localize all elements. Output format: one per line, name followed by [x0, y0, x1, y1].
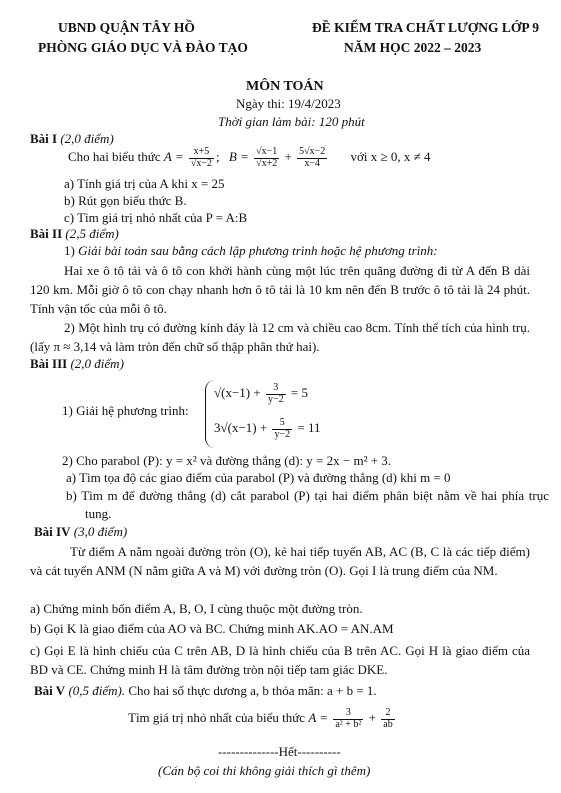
section-2-problem-text: Hai xe ô tô tải và ô tô con khởi hành cùng một lúc trên quãng đường đi từ A đến B dài 120 km. Mỗi giờ ô tô con chạy nhanh hơn ô tô tải là 10 km nên đến B trước ô tô tải là 24 phút. Tính vận tốc của mỗi ô tô. — [30, 263, 530, 316]
section-5-expression: Tìm giá trị nhỏ nhất của biểu thức A = $\frac{3}{\text{a² + b²}}$ + $\frac{2}{ab}$ — [128, 707, 393, 730]
office-name: PHÒNG GIÁO DỤC VÀ ĐÀO TẠO — [38, 40, 248, 55]
proctor-note: (Cán bộ coi thi không giải thích gì thêm) — [158, 763, 371, 778]
exam-duration: Thời gian làm bài: 120 phút — [218, 114, 365, 129]
equation-1: √(x−1) + $\frac{3}{y-2}$ = 5 — [214, 382, 308, 405]
section-2-heading: Bài II (2,5 điểm) — [30, 226, 119, 241]
department-name: UBND QUẬN TÂY HỒ — [58, 20, 195, 35]
section-4-heading: Bài IV (3,0 điểm) — [34, 524, 128, 539]
section-3-part-b: b) Tìm m để đường thẳng (d) cắt parabol (P) tại hai điểm phân biệt nằm về hai phía trục tung. — [66, 488, 549, 521]
section-3-task-2: 2) Cho parabol (P): y = x² và đường thẳng (d): y = 2x − m² + 3. — [62, 453, 392, 468]
exam-date: Ngày thi: 19/4/2023 — [236, 96, 341, 111]
subject-title: MÔN TOÁN — [246, 79, 324, 94]
section-4-part-c: c) Gọi E là hình chiếu của C trên AB, D là hình chiếu của B trên AC. Gọi H là giao điểm của BD và CE. Chứng minh H là tâm đường tròn nội tiếp tam giác DKE. — [30, 643, 530, 677]
section-2-task-2: 2) Một hình trụ có đường kính đáy là 12 cm và chiều cao 8cm. Tính thể tích của hình trụ. (lấy π ≈ 3,14 và làm tròn đến chữ số thập phân thứ hai). — [30, 320, 530, 354]
section-1-heading: Bài I (2,0 điểm) — [30, 131, 114, 146]
section-1-part-c: c) Tìm giá trị nhỏ nhất của P = A:B — [64, 210, 248, 225]
school-year: NĂM HỌC 2022 – 2023 — [344, 40, 482, 55]
section-2-task-1: 1) Giải bài toán sau bằng cách lập phương trình hoặc hệ phương trình: — [64, 243, 438, 258]
section-3-heading: Bài III (2,0 điểm) — [30, 356, 124, 371]
section-4-part-a: a) Chứng minh bốn điểm A, B, O, I cùng thuộc một đường tròn. — [30, 601, 363, 616]
equation-2: 3√(x−1) + $\frac{5}{y-2}$ = 11 — [214, 417, 321, 440]
section-1-expressions: Cho hai biểu thức A = $\frac{x+5}{√x-2}$ ; B = $\frac{√x-1}{√x+2}$ + $\frac{5√x-2}{x-4}$ với x ≥ 0, x ≠ 4 — [68, 146, 431, 169]
section-1-part-a: a) Tính giá trị của A khi x = 25 — [64, 176, 225, 191]
section-3-task-1: 1) Giải hệ phương trình: — [62, 403, 189, 418]
section-4-part-b: b) Gọi K là giao điểm của AO và BC. Chứng minh AK.AO = AN.AM — [30, 621, 394, 636]
exam-title: ĐỀ KIỂM TRA CHẤT LƯỢNG LỚP 9 — [312, 20, 540, 35]
end-marker: --------------Hết---------- — [218, 744, 341, 759]
section-3-part-a: a) Tìm tọa độ các giao điểm của parabol (P) và đường thẳng (d) khi m = 0 — [66, 470, 451, 485]
section-5-heading: Bài V (0,5 điểm). Cho hai số thực dương a, b thỏa mãn: a + b = 1. — [34, 683, 377, 698]
section-4-intro: Từ điểm A nằm ngoài đường tròn (O), kẻ hai tiếp tuyến AB, AC (B, C là các tiếp điểm) và cát tuyến ANM (N nằm giữa A và M) với đường tròn (O). Gọi I là trung điểm của NM. — [30, 544, 530, 578]
section-1-part-b: b) Rút gọn biểu thức B. — [64, 193, 187, 208]
